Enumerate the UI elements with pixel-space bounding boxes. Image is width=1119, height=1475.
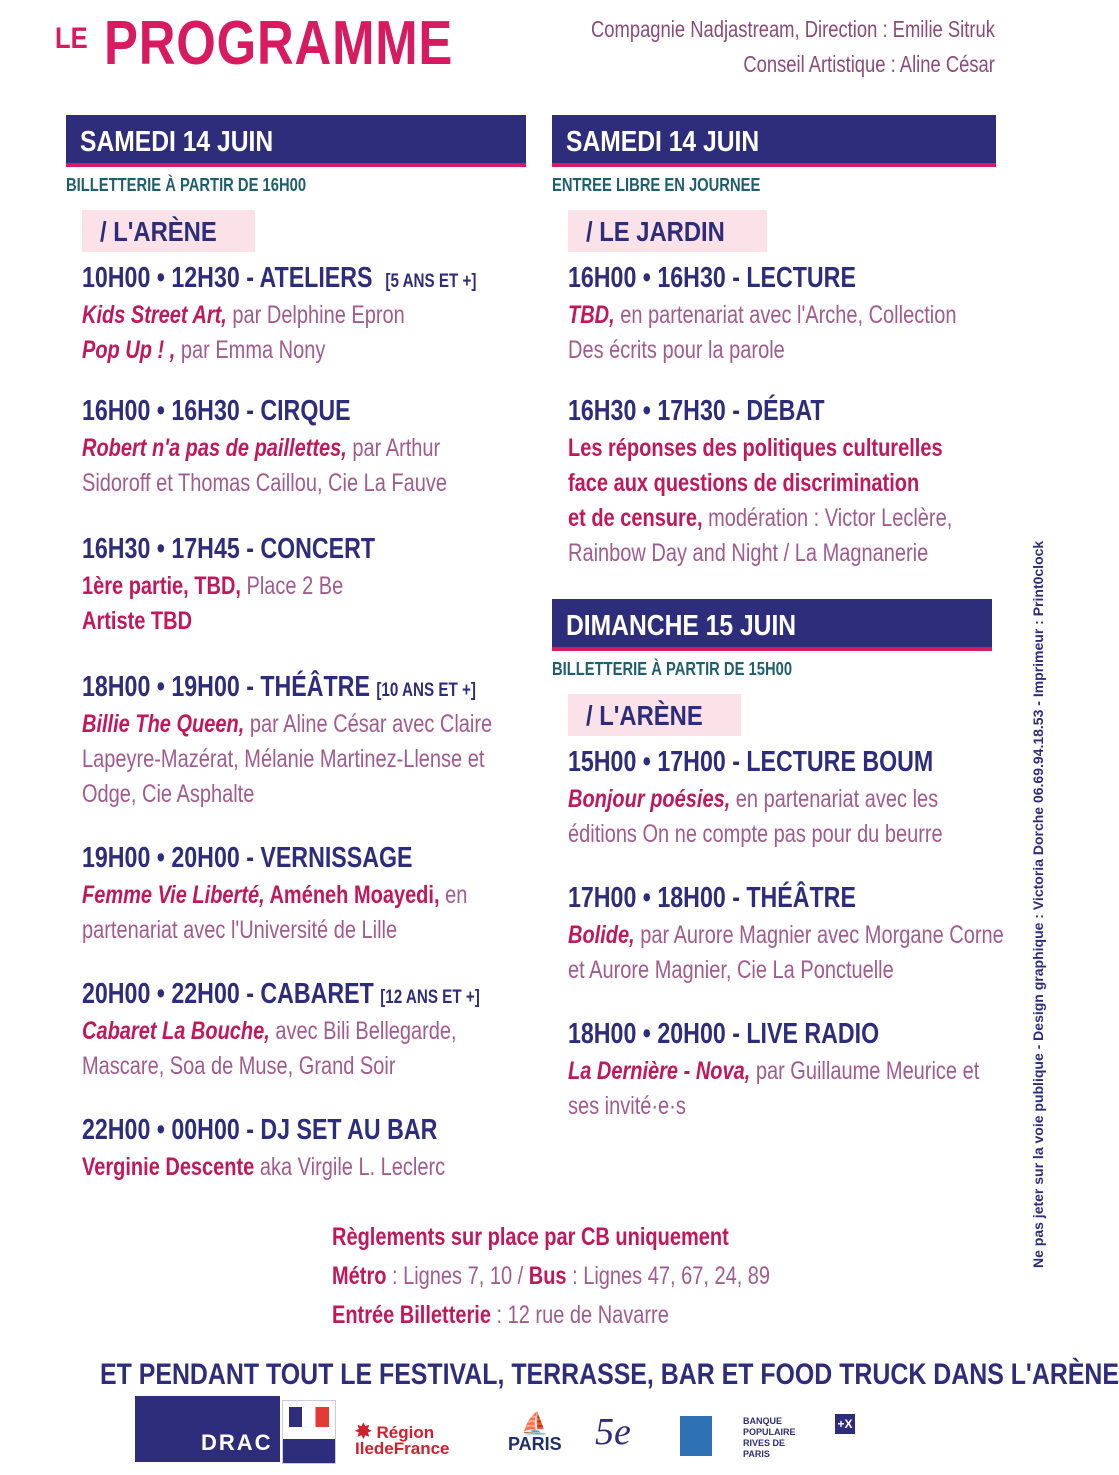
event-item: 18H00 • 20H00 - LIVE RADIO La Dernière - Nova, par Guillaume Meurice et ses invité·e·s <box>568 1018 980 1120</box>
event-time: 19H00 • 20H00 - VERNISSAGE <box>82 842 413 874</box>
event-time: 10H00 • 12H30 - ATELIERS <box>82 262 373 294</box>
day-header: SAMEDI 14 JUIN <box>66 115 526 167</box>
practical-info <box>332 1218 770 1335</box>
credit-line-2: Conseil Artistique : Aline César <box>743 51 995 77</box>
day-subtitle: BILLETTERIE À PARTIR DE 15H00 <box>552 659 793 679</box>
payment-note: Règlements sur place par CB uniquement <box>332 1223 729 1251</box>
credits <box>591 12 995 82</box>
event-time: 16H30 • 17H30 - DÉBAT <box>568 395 825 427</box>
event-time: 16H30 • 17H45 - CONCERT <box>82 533 376 565</box>
banque-populaire-logo: BANQUE POPULAIRE RIVES DE PARIS <box>743 1416 796 1459</box>
event-time: 16H00 • 16H30 - LECTURE <box>568 262 856 294</box>
event-item: 16H00 • 16H30 - CIRQUE Robert n'a pas de paillettes, par Arthur Sidoroff et Thomas Caillou, Cie La Fauve <box>82 395 448 497</box>
day-header: DIMANCHE 15 JUIN <box>552 599 992 651</box>
venue-label: / LE JARDIN <box>568 210 767 252</box>
venue-label: / L'ARÈNE <box>82 210 255 252</box>
event-item: 16H00 • 16H30 - LECTURE TBD, en partenariat avec l'Arche, Collection Des écrits pour la parole <box>568 262 957 364</box>
page-title: PROGRAMME <box>104 9 454 78</box>
day-header: SAMEDI 14 JUIN <box>552 115 996 167</box>
event-time: 15H00 • 17H00 - LECTURE BOUM <box>568 746 934 778</box>
day-subtitle: BILLETTERIE À PARTIR DE 16H00 <box>66 175 307 195</box>
bp-plus-icon: +X <box>835 1414 855 1434</box>
mairie-logo <box>680 1416 712 1456</box>
transport-info: Métro : Lignes 7, 10 / Bus : Lignes 47, 67, 24, 89 <box>332 1262 771 1290</box>
age-tag: [5 ANS ET +] <box>385 271 477 292</box>
festival-footer: ET PENDANT TOUT LE FESTIVAL, TERRASSE, BAR ET FOOD TRUCK DANS L'ARÈNE <box>100 1358 1119 1391</box>
event-time: 22H00 • 00H00 - DJ SET AU BAR <box>82 1114 438 1146</box>
day-subtitle: ENTREE LIBRE EN JOURNEE <box>552 175 761 195</box>
event-time: 18H00 • 19H00 - THÉÂTRE <box>82 671 370 703</box>
entry-info: Entrée Billetterie : 12 rue de Navarre <box>332 1301 669 1329</box>
left-column <box>66 115 526 1185</box>
event-time: 17H00 • 18H00 - THÉÂTRE <box>568 882 856 914</box>
title-le: LE <box>55 22 88 55</box>
event-item: 19H00 • 20H00 - VERNISSAGE Femme Vie Liberté, Améneh Moayedi, en partenariat avec l'Université de Lille <box>82 842 468 944</box>
marianne-logo <box>282 1400 336 1464</box>
event-item: 16H30 • 17H45 - CONCERT 1ère partie, TBD, Place 2 Be Artiste TBD <box>82 533 526 639</box>
region-logo: ✸ Région IledeFrance <box>355 1421 450 1458</box>
venue-label: / L'ARÈNE <box>568 694 741 736</box>
event-item: 20H00 • 22H00 - CABARET [12 ANS ET +] Cabaret La Bouche, avec Bili Bellegarde, Mascare, Soa de Muse, Grand Soir <box>82 978 480 1080</box>
arrondissement-logo: 5e <box>595 1411 631 1453</box>
paris-logo: ⛵ PARIS <box>508 1411 562 1454</box>
event-item: 17H00 • 18H00 - THÉÂTRE Bolide, par Aurore Magnier avec Morgane Corne et Aurore Magnier, Cie La Ponctuelle <box>568 882 1004 984</box>
event-time: 20H00 • 22H00 - CABARET <box>82 978 374 1010</box>
event-time: 18H00 • 20H00 - LIVE RADIO <box>568 1018 880 1050</box>
age-tag: [12 ANS ET +] <box>380 987 480 1008</box>
event-time: 16H00 • 16H30 - CIRQUE <box>82 395 351 427</box>
side-credits: Ne pas jeter sur la voie publique - Design graphique : Victoria Dorche 06.69.94.18.53 - Imprimeur : Print0clock <box>1030 540 1046 1268</box>
event-item: 15H00 • 17H00 - LECTURE BOUM Bonjour poésies, en partenariat avec les éditions On ne compte pas pour du beurre <box>568 746 943 848</box>
event-item: 16H30 • 17H30 - DÉBAT Les réponses des politiques culturelles face aux questions de discrimination et de censure, modération : Victor Leclère, Rainbow Day and Night / La Magnanerie <box>568 395 953 567</box>
event-item: 10H00 • 12H30 - ATELIERS [5 ANS ET +] Kids Street Art, par Delphine Epron Pop Up ! , par Emma Nony <box>82 262 477 364</box>
drac-logo: DRAC <box>135 1396 280 1462</box>
right-column <box>552 115 1004 1124</box>
event-item: 22H00 • 00H00 - DJ SET AU BAR Verginie Descente aka Virgile L. Leclerc <box>82 1114 446 1181</box>
age-tag: [10 ANS ET +] <box>376 680 476 701</box>
credit-line-1: Compagnie Nadjastream, Direction : Emilie Sitruk <box>591 16 995 42</box>
event-item: 18H00 • 19H00 - THÉÂTRE [10 ANS ET +] Billie The Queen, par Aline César avec Claire Lapeyre-Mazérat, Mélanie Martinez-Llense et Odge, Cie Asphalte <box>82 671 493 808</box>
